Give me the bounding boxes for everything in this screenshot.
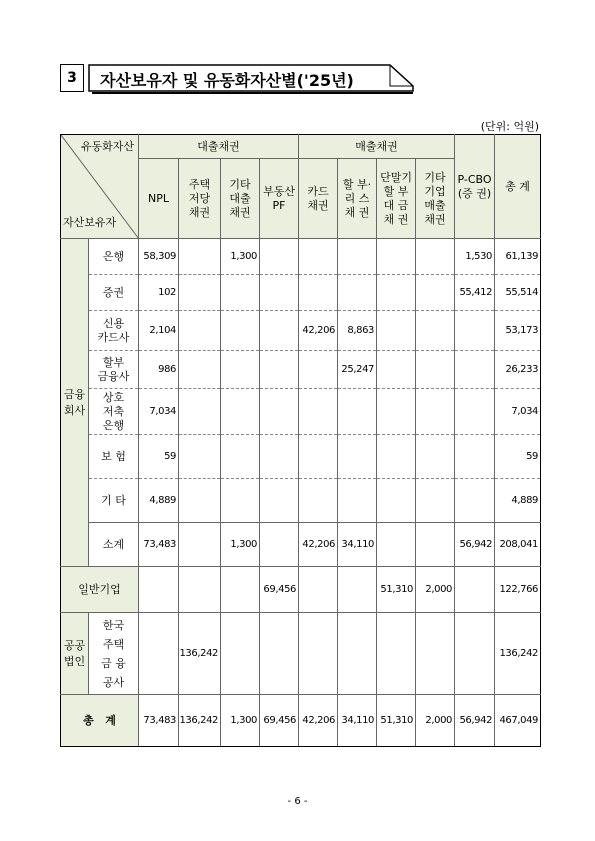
table-cell [260,351,299,389]
table-cell [377,311,416,351]
table-cell [260,311,299,351]
table-cell: 2,000 [416,695,455,747]
row-label-subtotal: 소계 [89,523,139,567]
table-cell: 73,483 [139,523,179,567]
table-cell [299,435,338,479]
table-cell [179,567,221,613]
table-cell: 51,310 [377,695,416,747]
table-cell: 61,139 [495,239,541,275]
table-cell: 2,000 [416,567,455,613]
table-cell: 1,530 [455,239,495,275]
table-cell [179,239,221,275]
table-cell [179,435,221,479]
table-cell [338,479,377,523]
table-cell: 208,041 [495,523,541,567]
table-cell: 136,242 [179,613,221,695]
row-label-installment-finance: 할부 금융사 [89,351,139,389]
table-cell [299,613,338,695]
table-cell [260,275,299,311]
table-cell: 136,242 [179,695,221,747]
table-cell [179,351,221,389]
table-cell [377,239,416,275]
table-cell [299,275,338,311]
unit-label: (단위: 억원) [480,120,539,133]
table-cell: 34,110 [338,523,377,567]
table-row [61,567,541,613]
table-cell [455,311,495,351]
col-installment-lease: 할 부· 리 스 채 권 [338,159,377,239]
table-cell [377,389,416,435]
table-cell [416,523,455,567]
table-row [61,239,541,275]
row-label-card-company: 신용 카드사 [89,311,139,351]
table-cell [338,275,377,311]
table-cell: 73,483 [139,695,179,747]
col-card: 카드 채권 [299,159,338,239]
table-cell [416,311,455,351]
table-cell [221,351,260,389]
table-cell [299,389,338,435]
asset-table [60,134,541,747]
table-cell [455,389,495,435]
table-cell [338,239,377,275]
table-cell [221,567,260,613]
table-cell [377,275,416,311]
table-cell [260,239,299,275]
table-cell: 7,034 [139,389,179,435]
table-cell: 56,942 [455,695,495,747]
table-cell: 8,863 [338,311,377,351]
table-row [61,523,541,567]
table-cell [416,239,455,275]
table-cell [299,239,338,275]
table-cell [455,613,495,695]
total-header: 총 계 [495,135,541,239]
table-cell [139,613,179,695]
group-public: 공공 법인 [61,613,89,695]
table-cell: 69,456 [260,695,299,747]
table-cell [179,311,221,351]
table-cell [416,351,455,389]
corner-header [61,135,139,239]
group-general: 일반기업 [61,567,139,613]
table-row [61,695,541,747]
table-cell: 51,310 [377,567,416,613]
table-cell [455,567,495,613]
section-title: 자산보유자 및 유동화자산별('25년) [100,71,354,90]
table-cell: 69,456 [260,567,299,613]
table-cell [455,479,495,523]
table-row [61,311,541,351]
table-cell [221,435,260,479]
table-cell: 4,889 [495,479,541,523]
table-cell: 56,942 [455,523,495,567]
table-cell: 1,300 [221,695,260,747]
table-row [61,389,541,435]
table-cell [377,351,416,389]
table-cell: 42,206 [299,695,338,747]
grand-total-label: 총 계 [61,695,139,747]
row-label-other: 기 타 [89,479,139,523]
col-other-sales: 기타 기업 매출 채권 [416,159,455,239]
table-cell [139,567,179,613]
table-cell [221,389,260,435]
table-cell: 1,300 [221,239,260,275]
table-cell [260,523,299,567]
table-cell: 4,889 [139,479,179,523]
col-real-estate-pf: 부동산 PF [260,159,299,239]
table-cell [260,435,299,479]
col-mortgage: 주택 저당 채권 [179,159,221,239]
table-cell: 55,412 [455,275,495,311]
table-cell: 136,242 [495,613,541,695]
table-cell: 122,766 [495,567,541,613]
table-cell: 7,034 [495,389,541,435]
row-label-khfc: 한국 주택 금 융 공사 [89,613,139,695]
table-row [61,351,541,389]
table-cell [377,523,416,567]
table-row [61,613,541,695]
corner-bottom-label: 자산보유자 [63,216,117,229]
table-row [61,435,541,479]
table-cell [377,613,416,695]
table-cell [221,275,260,311]
col-other-loan: 기타 대출 채권 [221,159,260,239]
table-cell: 42,206 [299,311,338,351]
page-number: - 6 - [287,796,308,807]
table-cell: 102 [139,275,179,311]
table-cell: 1,300 [221,523,260,567]
table-cell [299,351,338,389]
section-number: 3 [60,64,84,92]
table-cell [221,311,260,351]
table-cell [179,523,221,567]
table-cell [338,613,377,695]
table-cell [416,479,455,523]
table-cell [179,479,221,523]
row-label-securities: 증권 [89,275,139,311]
table-cell: 58,309 [139,239,179,275]
pcbo-header: P-CBO (증 권) [455,135,495,239]
section-title-block [60,64,412,92]
table-cell [377,435,416,479]
row-label-bank: 은행 [89,239,139,275]
group-financial: 금융 회사 [61,239,89,567]
table-cell [338,567,377,613]
table-row [61,275,541,311]
table-cell [260,479,299,523]
table-cell [221,613,260,695]
sales-group-header: 매출채권 [299,135,455,159]
table-cell [416,275,455,311]
loan-group-header: 대출채권 [139,135,299,159]
table-cell: 53,173 [495,311,541,351]
table-cell [179,275,221,311]
row-label-insurance: 보 험 [89,435,139,479]
row-label-savings-bank: 상호 저축 은행 [89,389,139,435]
table-cell [416,435,455,479]
table-cell [416,389,455,435]
table-cell: 34,110 [338,695,377,747]
table-cell: 2,104 [139,311,179,351]
table-cell [338,435,377,479]
table-cell [221,479,260,523]
table-cell: 26,233 [495,351,541,389]
col-npl: NPL [139,159,179,239]
table-cell: 42,206 [299,523,338,567]
table-cell [338,389,377,435]
table-row [61,479,541,523]
corner-top-label: 유동화자산 [80,140,134,153]
table-cell: 59 [139,435,179,479]
table-cell [260,613,299,695]
table-cell: 25,247 [338,351,377,389]
table-cell [299,479,338,523]
col-device-installment: 단말기 할 부 대 금 채 권 [377,159,416,239]
table-cell [455,351,495,389]
table-cell [179,389,221,435]
table-cell: 986 [139,351,179,389]
table-cell [377,479,416,523]
table-cell: 59 [495,435,541,479]
table-cell [455,435,495,479]
table-cell: 55,514 [495,275,541,311]
table-cell [416,613,455,695]
table-cell [260,389,299,435]
table-cell: 467,049 [495,695,541,747]
table-cell [299,567,338,613]
